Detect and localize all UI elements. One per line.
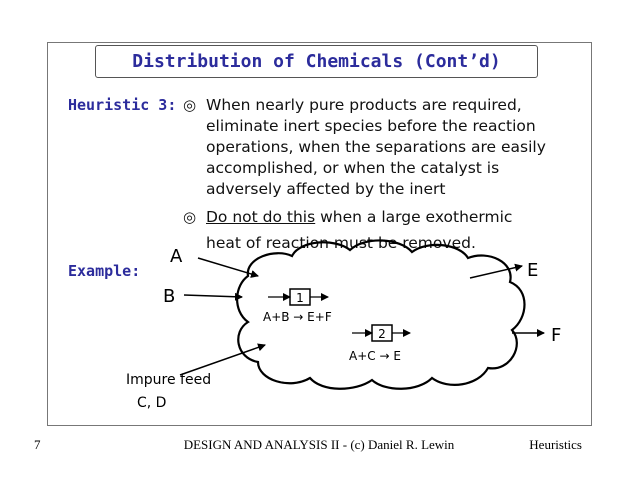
bullet1-line: adversely affected by the inert <box>206 180 446 198</box>
stream-f-label: F <box>551 325 562 346</box>
stream-e-arrow <box>470 266 522 278</box>
bullet2-underlined: Do not do this <box>206 208 316 226</box>
bullet2-line2: heat of reaction must be removed. <box>206 234 476 252</box>
footer-course: DESIGN AND ANALYSIS II - (c) Daniel R. Lewin <box>183 437 455 452</box>
bullet2-rest: when a large exothermic <box>315 208 513 226</box>
reactor1-label: 1 <box>296 291 304 305</box>
reaction1-text: A+B → E+F <box>263 310 332 324</box>
bullet1-line: operations, when the separations are easily <box>206 138 546 156</box>
bullet1-line: accomplished, or when the catalyst is <box>206 159 500 177</box>
heuristic-label: Heuristic 3: <box>68 96 177 114</box>
footer-section: Heuristics <box>529 437 582 452</box>
slide-title: Distribution of Chemicals (Cont’d) <box>132 51 501 72</box>
reactor2-label: 2 <box>378 327 386 341</box>
stream-a-label: A <box>170 246 183 267</box>
stream-b-label: B <box>163 286 176 307</box>
impure-feed-label: Impure feed <box>126 372 212 388</box>
bullet1-line: eliminate inert species before the reaction <box>206 117 536 135</box>
stream-b-arrow <box>184 295 242 297</box>
stream-e-label: E <box>527 260 539 281</box>
bullet-icon: ◎ <box>183 208 197 226</box>
bullet1-line: When nearly pure products are required, <box>206 96 522 114</box>
page-number: 7 <box>34 437 41 452</box>
feed-components-label: C, D <box>137 395 167 411</box>
reaction2-text: A+C → E <box>349 349 401 363</box>
bullet-icon: ◎ <box>183 96 197 114</box>
example-label: Example: <box>68 262 141 280</box>
